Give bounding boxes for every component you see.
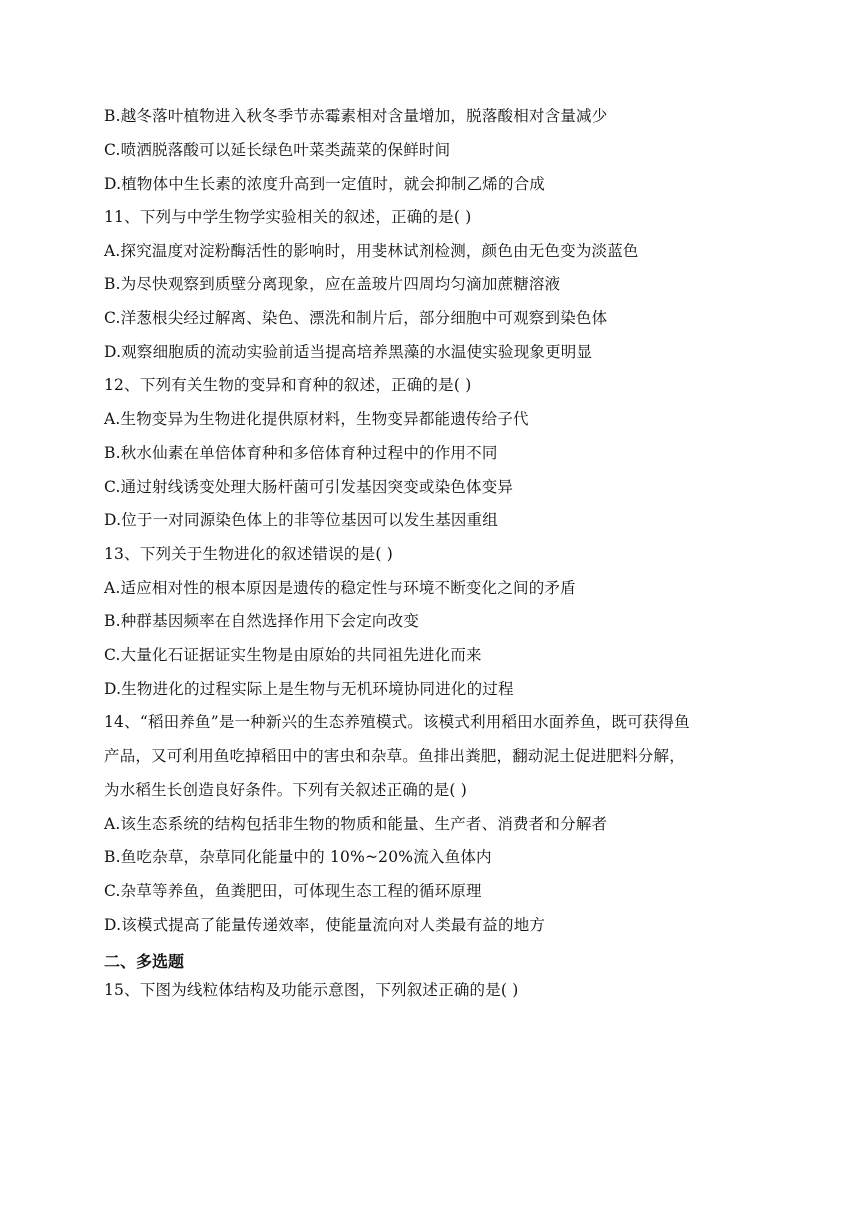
q14-option-d: D.该模式提高了能量传递效率，使能量流向对人类最有益的地方: [104, 916, 546, 934]
q14-stem-line-3: 为水稻生长创造良好条件。下列有关叙述正确的是( ): [104, 781, 468, 799]
q12-stem: 12、下列有关生物的变异和育种的叙述，正确的是( ): [104, 376, 472, 394]
q11-option-d: D.观察细胞质的流动实验前适当提高培养黑藻的水温使实验现象更明显: [104, 343, 593, 361]
q15-stem: 15、下图为线粒体结构及功能示意图，下列叙述正确的是( ): [104, 981, 519, 999]
q11-option-b: B.为尽快观察到质壁分离现象，应在盖玻片四周均匀滴加蔗糖溶液: [104, 275, 561, 293]
q13-option-d: D.生物进化的过程实际上是生物与无机环境协同进化的过程: [104, 680, 514, 698]
q10-option-b: B.越冬落叶植物进入秋冬季节赤霉素相对含量增加，脱落酸相对含量减少: [104, 107, 608, 125]
q11-stem: 11、下列与中学生物学实验相关的叙述，正确的是( ): [104, 208, 472, 226]
q10-option-c: C.喷洒脱落酸可以延长绿色叶菜类蔬菜的保鲜时间: [104, 141, 451, 159]
q10-option-d: D.植物体中生长素的浓度升高到一定值时，就会抑制乙烯的合成: [104, 175, 546, 193]
q12-option-d: D.位于一对同源染色体上的非等位基因可以发生基因重组: [104, 511, 499, 529]
q11-option-a: A.探究温度对淀粉酶活性的影响时，用斐林试剂检测，颜色由无色变为淡蓝色: [104, 242, 639, 260]
q12-option-c: C.通过射线诱变处理大肠杆菌可引发基因突变或染色体变异: [104, 478, 514, 496]
q13-option-b: B.种群基因频率在自然选择作用下会定向改变: [104, 612, 420, 630]
q14-option-b: B.鱼吃杂草，杂草同化能量中的 10%~20%流入鱼体内: [104, 848, 492, 866]
section-heading-multiple-choice: 二、多选题: [104, 952, 185, 971]
q14-option-c: C.杂草等养鱼，鱼粪肥田，可体现生态工程的循环原理: [104, 882, 482, 900]
q12-option-a: A.生物变异为生物进化提供原材料，生物变异都能遗传给子代: [104, 410, 529, 428]
q13-stem: 13、下列关于生物进化的叙述错误的是( ): [104, 545, 393, 563]
q13-option-c: C.大量化石证据证实生物是由原始的共同祖先进化而来: [104, 646, 482, 664]
q14-option-a: A.该生态系统的结构包括非生物的物质和能量、生产者、消费者和分解者: [104, 815, 608, 833]
q14-stem-line-2: 产品，又可利用鱼吃掉稻田中的害虫和杂草。鱼排出粪肥，翻动泥土促进肥料分解，: [104, 747, 685, 765]
q13-option-a: A.适应相对性的根本原因是遗传的稳定性与环境不断变化之间的矛盾: [104, 579, 576, 597]
q11-option-c: C.洋葱根尖经过解离、染色、漂洗和制片后，部分细胞中可观察到染色体: [104, 309, 608, 327]
q14-stem-line-1: 14、“稻田养鱼”是一种新兴的生态养殖模式。该模式利用稻田水面养鱼，既可获得鱼: [104, 713, 690, 731]
q12-option-b: B.秋水仙素在单倍体育种和多倍体育种过程中的作用不同: [104, 444, 498, 462]
